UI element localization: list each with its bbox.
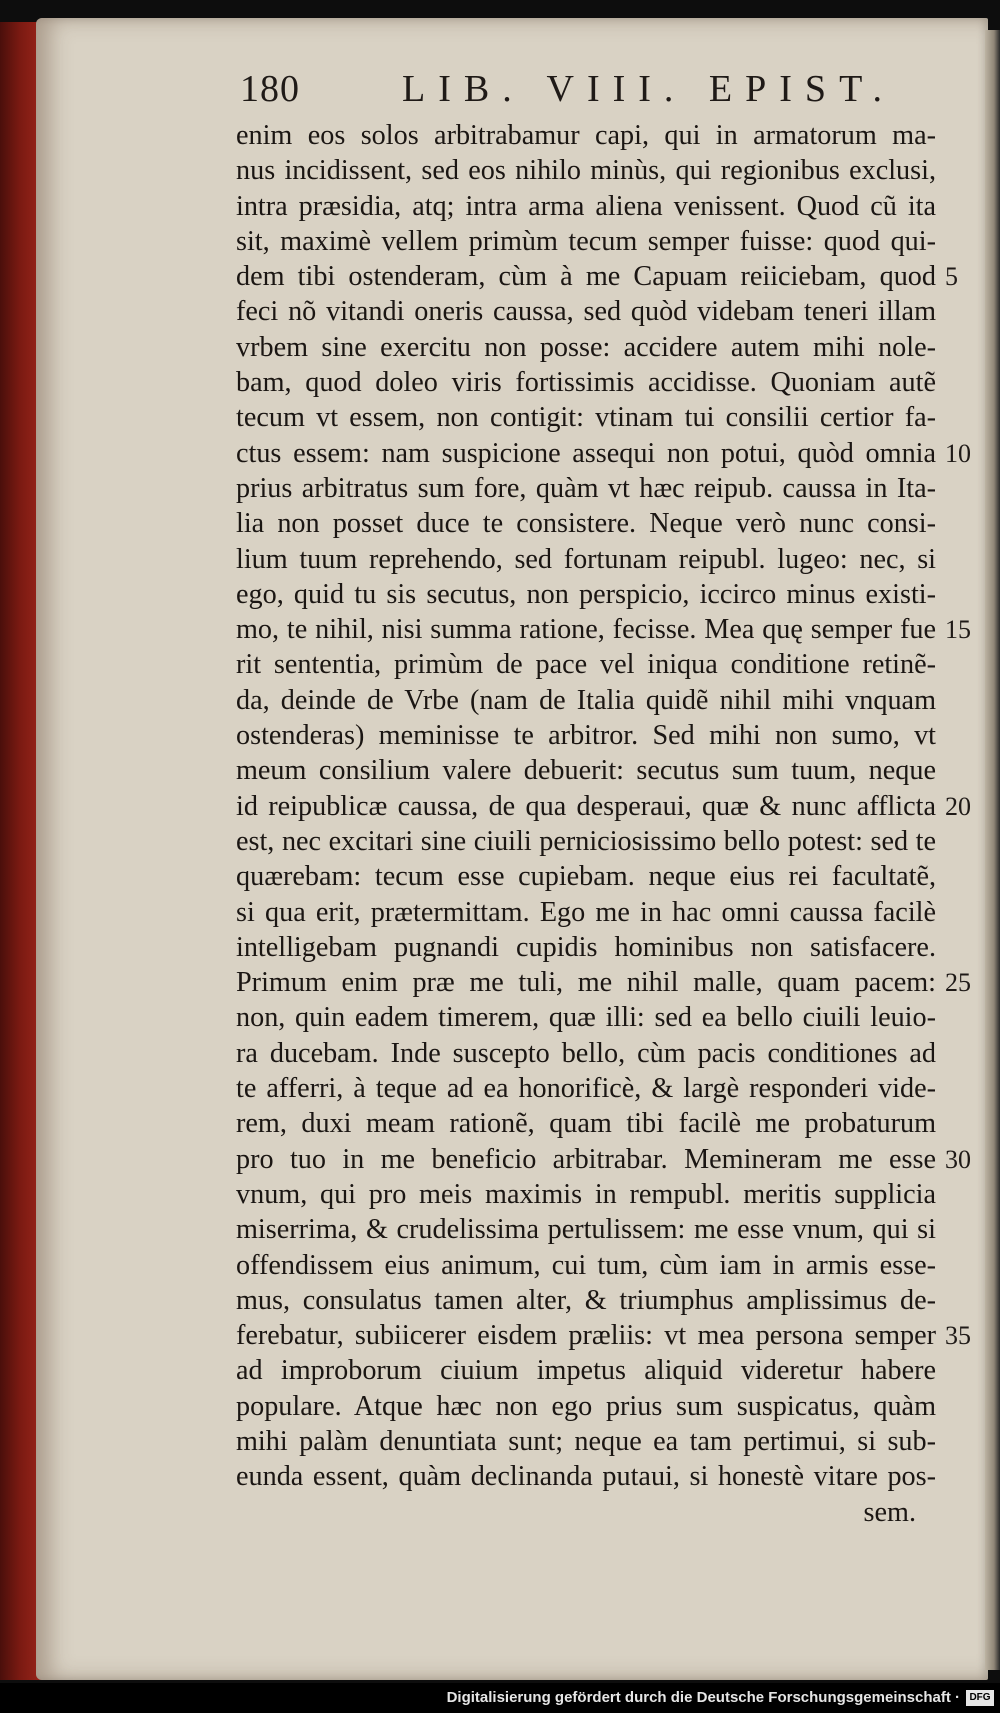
text-line: intra præsidia, atq; intra arma aliena venissent. Quod cũ ita: [236, 190, 936, 222]
text-line: nus incidissent, sed eos nihilo minùs, qui regionibus exclusi,: [236, 155, 936, 187]
text-line: est, nec excitari sine ciuili perniciosissimo bello potest: sed te: [236, 825, 936, 857]
text-line: mihi palàm denuntiata sunt; neque ea tam pertimui, si sub-: [236, 1425, 936, 1457]
text-line: si qua erit, prætermittam. Ego me in hac omni caussa facilè: [236, 896, 936, 928]
text-line: te afferri, à teque ad ea honorificè, & largè responderi vide-: [236, 1073, 936, 1105]
text-line: mus, consulatus tamen alter, & triumphus amplissimus de-: [236, 1284, 936, 1316]
text-line: lia non posset duce te consistere. Neque verò nunc consi-: [236, 508, 936, 540]
text-line: ostenderas) meminisse te arbitror. Sed mihi non sumo, vt: [236, 720, 936, 752]
text-line: quærebam: tecum esse cupiebam. neque eius rei facultatẽ,: [236, 861, 936, 893]
text-line: da, deinde de Vrbe (nam de Italia quidẽ nihil mihi vnquam: [236, 684, 936, 716]
running-head: LIB. VIII. EPIST.: [402, 68, 895, 110]
text-line: vnum, qui pro meis maximis in rempubl. meritis supplicia: [236, 1178, 936, 1210]
text-line: prius arbitratus sum fore, quàm vt hæc reipub. caussa in Ita-: [236, 472, 936, 504]
text-line: Primum enim præ me tuli, me nihil malle, quam pacem:: [236, 967, 936, 999]
text-line: meum consilium valere debuerit: secutus sum tuum, neque: [236, 755, 936, 787]
page-number: 180: [240, 68, 300, 110]
line-number: 25: [945, 968, 971, 998]
text-line: ra ducebam. Inde suscepto bello, cùm pacis conditiones ad: [236, 1037, 936, 1069]
text-line: ctus essem: nam suspicione assequi non potui, quòd omnia: [236, 437, 936, 469]
dfg-logo: DFG: [966, 1690, 994, 1706]
text-line: populare. Atque hæc non ego prius sum suspicatus, quàm: [236, 1390, 936, 1422]
line-number: 35: [945, 1321, 971, 1351]
footer-bar: [0, 1683, 1000, 1713]
text-line: intelligebam pugnandi cupidis hominibus non satisfacere.: [236, 931, 936, 963]
page-header: [0, 64, 1000, 114]
text-line: feci nõ vitandi oneris caussa, sed quòd videbam teneri illam: [236, 296, 936, 328]
text-line: rem, duxi meam rationẽ, quam tibi facilè me probaturum: [236, 1108, 936, 1140]
line-number: 10: [945, 438, 971, 468]
text-line: vrbem sine exercitu non posse: accidere autem mihi nole-: [236, 331, 936, 363]
line-number: 20: [945, 791, 971, 821]
text-line: non, quin eadem timerem, quæ illi: sed ea bello ciuili leuio-: [236, 1002, 936, 1034]
text-line: offendissem eius animum, cui tum, cùm iam in armis esse-: [236, 1249, 936, 1281]
text-line: dem tibi ostenderam, cùm à me Capuam reiiciebam, quod: [236, 261, 936, 293]
line-number: 30: [945, 1144, 971, 1174]
text-line: bam, quod doleo viris fortissimis accidisse. Quoniam autẽ: [236, 367, 936, 399]
text-line: lium tuum reprehendo, sed fortunam reipubl. lugeo: nec, si: [236, 543, 936, 575]
text-line: miserrima, & crudelissima pertulissem: me esse vnum, qui si: [236, 1214, 936, 1246]
text-line: id reipublicæ caussa, de qua desperaui, quæ & nunc afflicta: [236, 790, 936, 822]
text-line: mo, te nihil, nisi summa ratione, fecisse. Mea quę semper fue: [236, 614, 936, 646]
text-line: tecum vt essem, non contigit: vtinam tui consilii certior fa-: [236, 402, 936, 434]
text-line: eunda essent, quàm declinanda putaui, si honestè vitare pos-: [236, 1461, 936, 1493]
text-line: enim eos solos arbitrabamur capi, qui in armatorum ma-: [236, 120, 936, 151]
body-text: [236, 118, 936, 1530]
funding-credit: Digitalisierung gefördert durch die Deutsche Forschungsgemeinschaft ·: [446, 1689, 960, 1706]
text-line: rit sententia, primùm de pace vel iniqua conditione retinẽ-: [236, 649, 936, 681]
line-number: 5: [945, 262, 958, 292]
line-number: 15: [945, 615, 971, 645]
text-line: pro tuo in me beneficio arbitrabar. Memineram me esse: [236, 1143, 936, 1175]
text-line: sem.: [863, 1496, 916, 1528]
text-line: ad improborum ciuium impetus aliquid videretur habere: [236, 1355, 936, 1387]
text-line: ferebatur, subiicerer eisdem præliis: vt mea persona semper: [236, 1320, 936, 1352]
text-line: ego, quid tu sis secutus, non perspicio, iccirco minus existi-: [236, 578, 936, 610]
text-line: sit, maximè vellem primùm tecum semper fuisse: quod qui-: [236, 225, 936, 257]
